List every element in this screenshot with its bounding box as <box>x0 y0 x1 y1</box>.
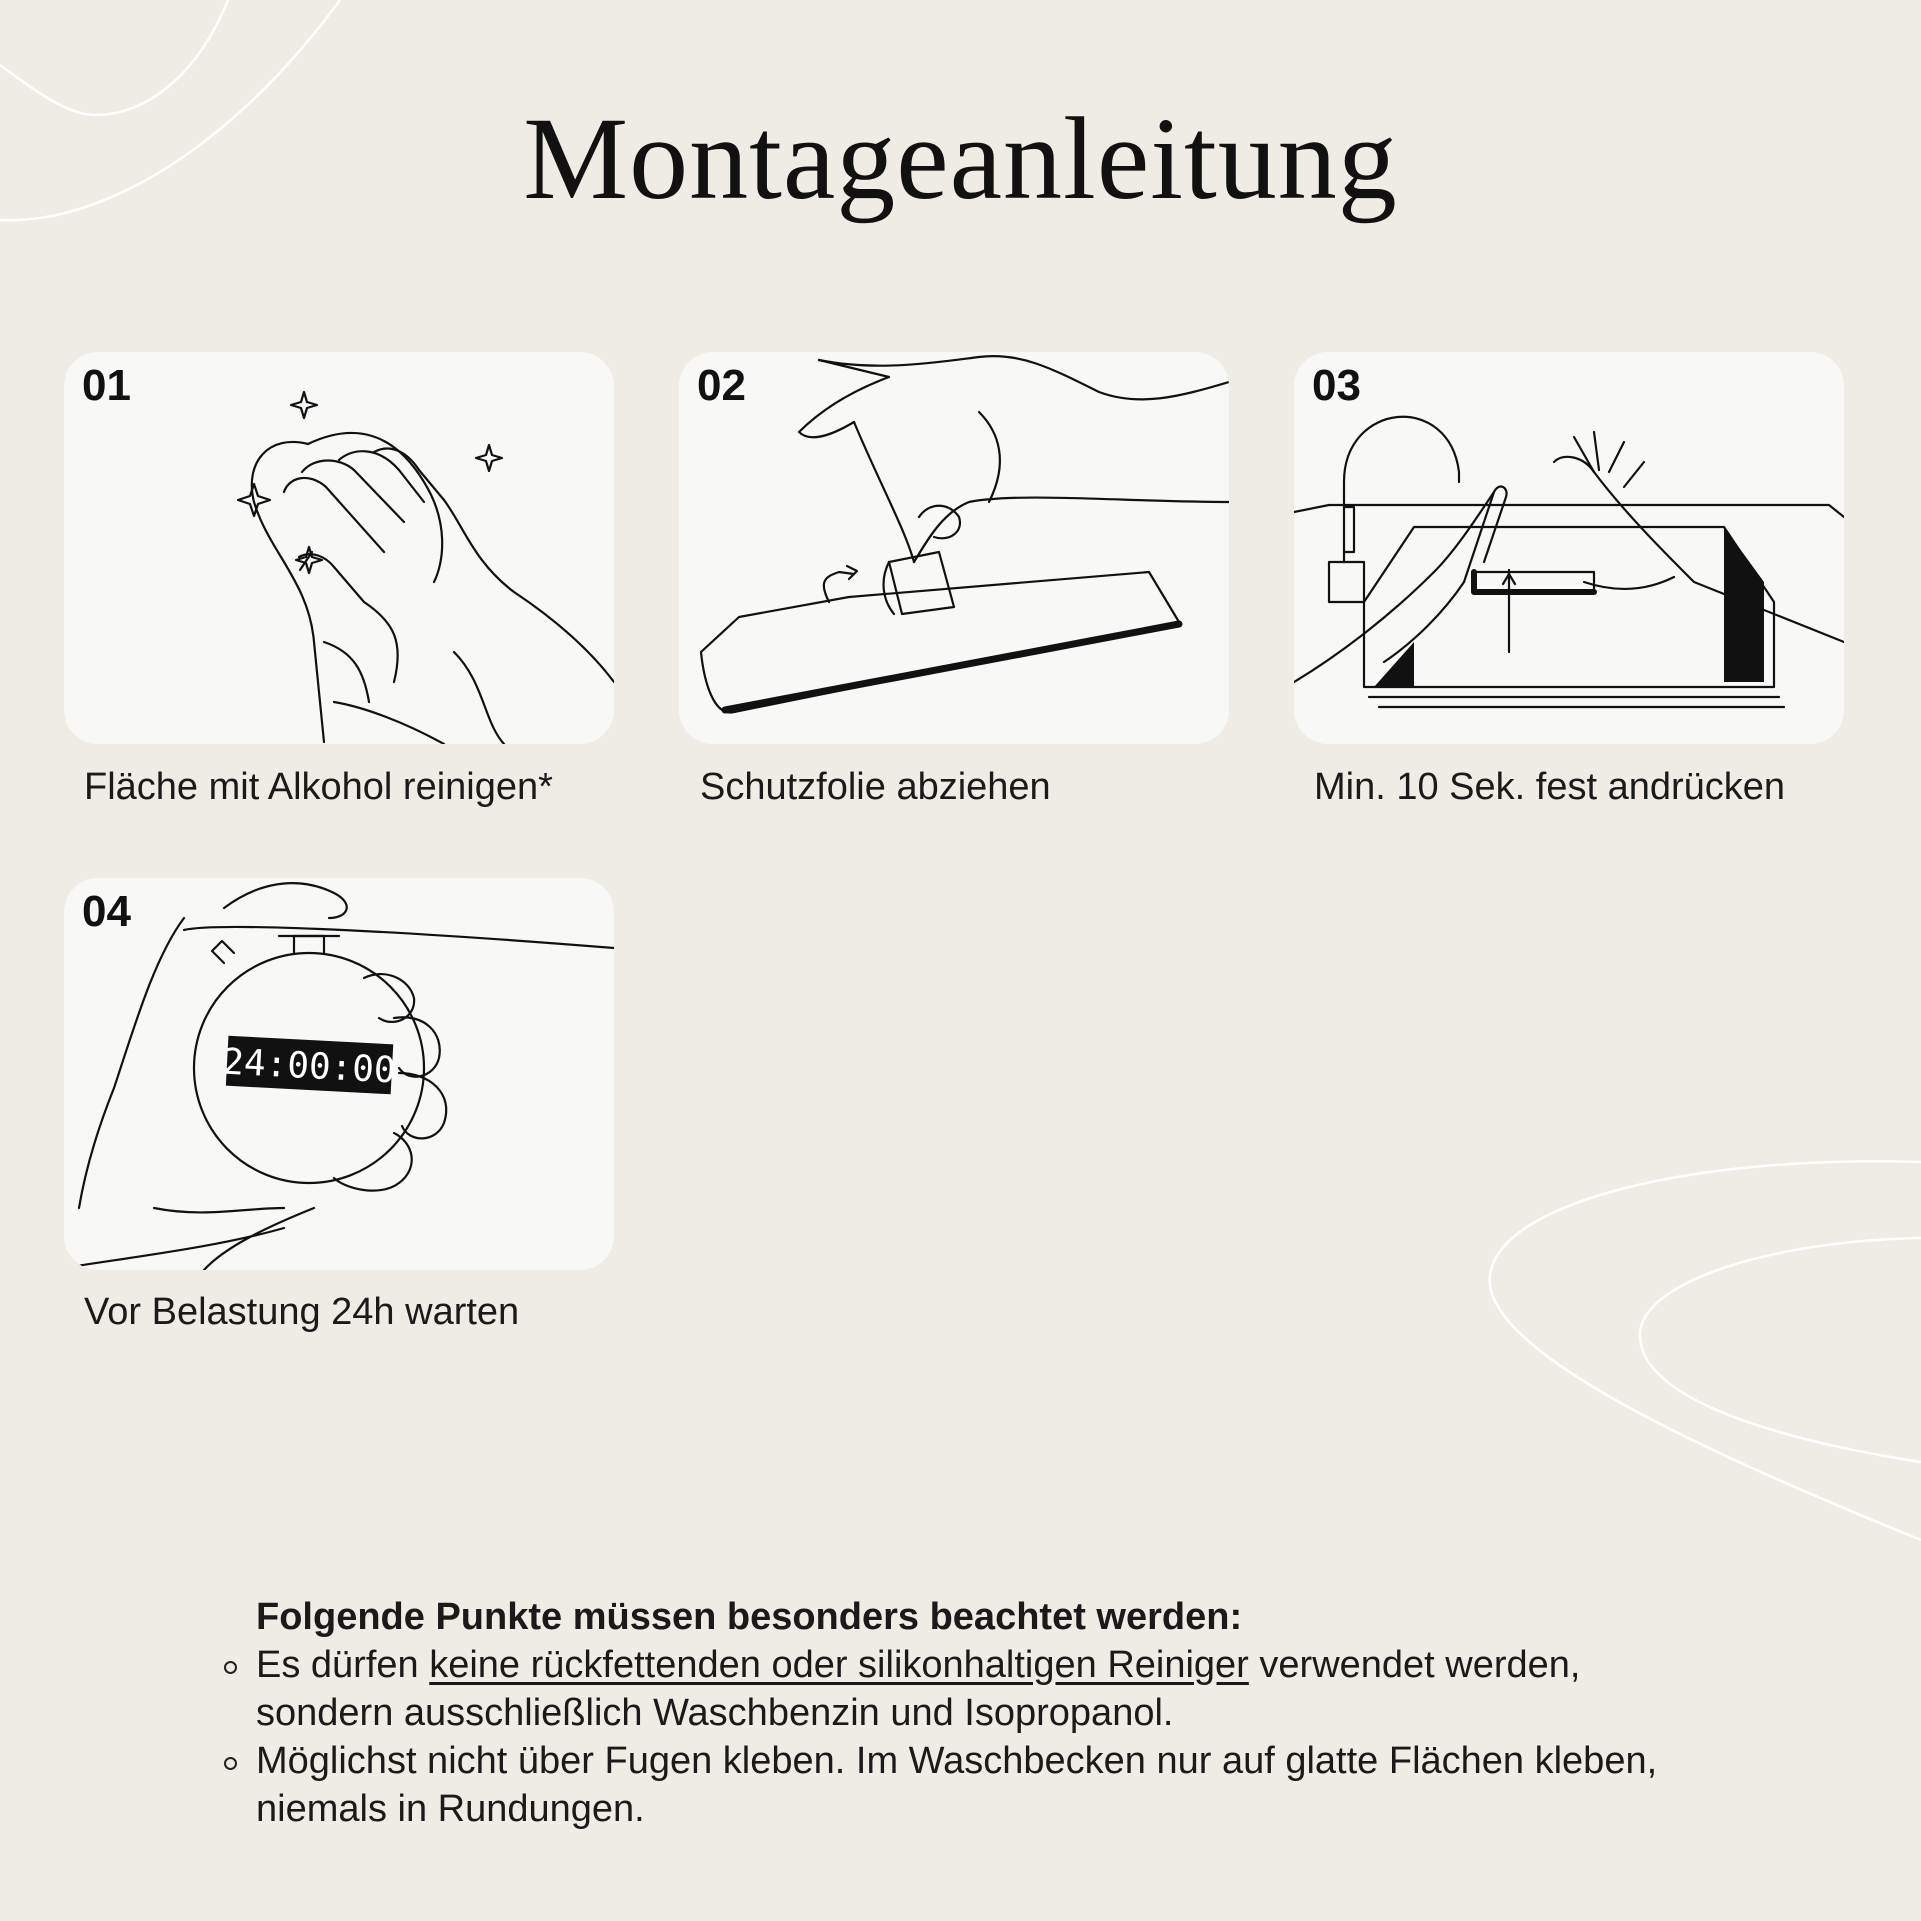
note-underlined-text: keine rückfettenden oder silikonhaltigen Reiniger <box>429 1644 1249 1686</box>
press-onto-sink-icon <box>1294 352 1844 744</box>
notes-section <box>256 1593 1716 1833</box>
notes-list <box>256 1641 1716 1833</box>
note-text: Es dürfen <box>256 1644 430 1686</box>
step-caption: Min. 10 Sek. fest andrücken <box>1314 766 1786 808</box>
hand-cleaning-surface-icon <box>64 352 614 744</box>
stopwatch-icon <box>64 878 614 1270</box>
step-card-02 <box>679 352 1229 744</box>
step-card-03 <box>1294 352 1844 744</box>
step-number: 02 <box>697 361 746 410</box>
step-number: 03 <box>1312 361 1361 410</box>
list-item <box>256 1641 1716 1737</box>
timer-readout: 24:00:00 <box>221 1041 397 1092</box>
step-card-04 <box>64 878 614 1270</box>
notes-heading: Folgende Punkte müssen besonders beachtet werden: <box>256 1596 1243 1638</box>
note-text: verwendet werden, sondern ausschließlich Waschbenzin und Isopropanol. <box>256 1644 1581 1734</box>
page-title: Montageanleitung <box>523 93 1398 224</box>
step-caption: Schutzfolie abziehen <box>700 766 1051 808</box>
step-caption: Vor Belastung 24h warten <box>84 1291 520 1333</box>
list-item: Möglichst nicht über Fugen kleben. Im Waschbecken nur auf glatte Flächen kleben, niemals in Rundungen. <box>256 1737 1716 1833</box>
step-number: 04 <box>82 887 131 936</box>
step-number: 01 <box>82 361 131 410</box>
peel-protective-film-icon <box>679 352 1229 744</box>
step-card-01 <box>64 352 614 744</box>
step-caption: Fläche mit Alkohol reinigen* <box>84 766 553 808</box>
